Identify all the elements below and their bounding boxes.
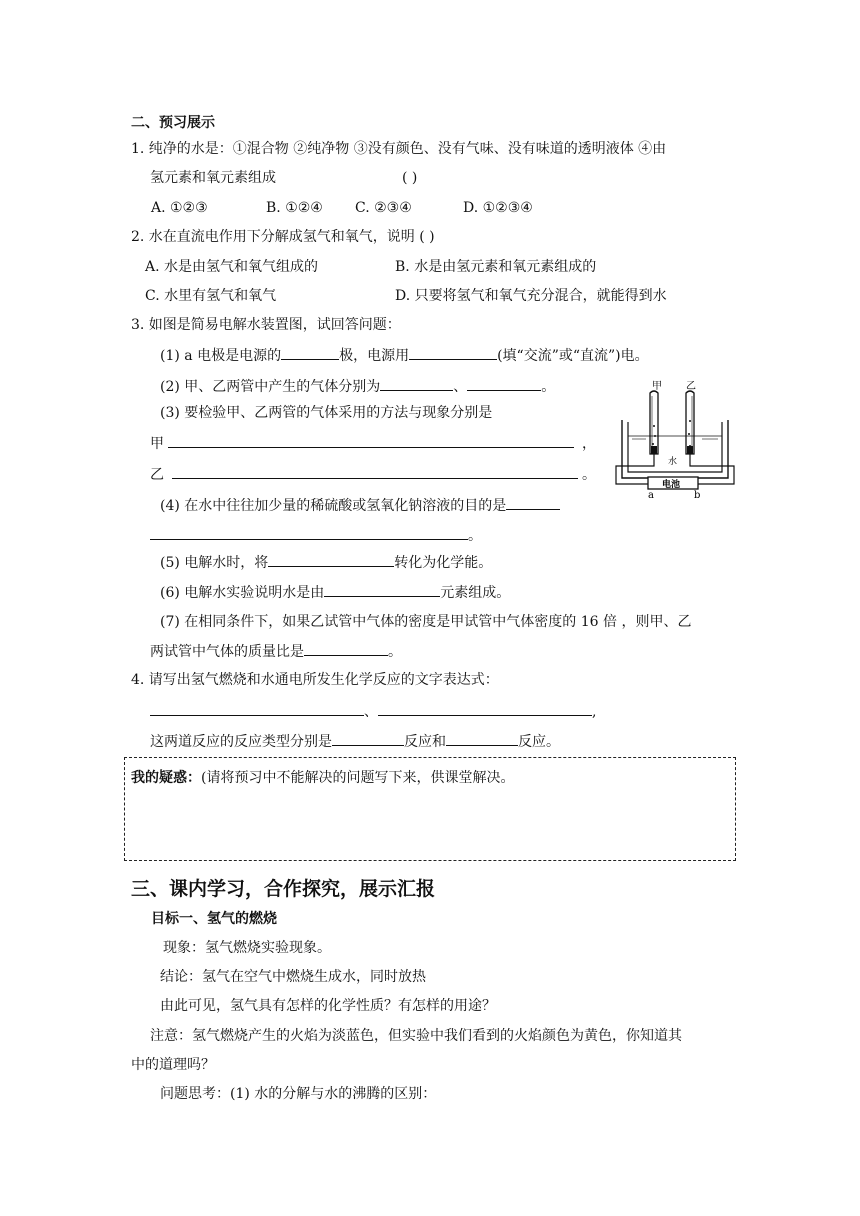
q3-part3: (3) 要检验甲、乙两管的气体采用的方法与现象分别是 <box>160 405 493 421</box>
fig-label-a: a <box>648 490 654 500</box>
phenomenon-text: 现象：氢气燃烧实验现象。 <box>163 940 331 956</box>
q2-option-a: A. 水是由氢气和氧气组成的 <box>145 259 319 275</box>
q3-part3-jia: 甲 ， <box>150 436 596 452</box>
q1-option-b: B. ①②④ <box>266 200 323 216</box>
q1-option-a: A. ①②③ <box>151 200 208 216</box>
q1-option-d: D. ①②③④ <box>463 200 533 216</box>
fig-label-water: 水 <box>668 457 678 467</box>
think-question: 问题思考：(1) 水的分解与水的沸腾的区别： <box>160 1086 437 1102</box>
q4-reaction-types: 这两道反应的反应类型分别是 反应和 反应。 <box>150 734 560 750</box>
note-line1: 注意：氢气燃烧产生的火焰为淡蓝色，但实验中我们看到的火焰颜色为黄色，你知道其 <box>150 1028 682 1044</box>
q2-option-d: D. 只要将氢气和氧气充分混合，就能得到水 <box>395 288 667 304</box>
electrode-yi <box>687 446 693 454</box>
q3-part7-line2: 两试管中气体的质量比是 。 <box>150 644 402 660</box>
electrode-jia <box>651 446 657 454</box>
blank-mass-ratio[interactable] <box>304 642 388 656</box>
fig-label-battery: 电池 <box>662 480 681 490</box>
tube-jia <box>650 391 658 454</box>
blank-eq-combustion[interactable] <box>150 702 364 716</box>
blank-test-jia[interactable] <box>168 434 574 448</box>
blank-type-2[interactable] <box>446 732 518 746</box>
note-line2: 中的道理吗？ <box>131 1057 215 1073</box>
blank-gas-yi[interactable] <box>467 377 541 391</box>
blank-purpose-2[interactable] <box>150 526 468 540</box>
q3-part3-yi: 乙 。 <box>150 467 596 483</box>
q3-stem: 3. 如图是简易电解水装置图，试回答问题： <box>131 317 401 333</box>
blank-elements[interactable] <box>324 583 440 597</box>
q3-part4: (4) 在水中往往加少量的稀硫酸或氢氧化钠溶液的目的是 <box>160 496 560 515</box>
blank-electrode[interactable] <box>281 346 339 360</box>
q4-stem: 4. 请写出氢气燃烧和水通电所发生化学反应的文字表达式： <box>131 672 499 688</box>
fig-label-b: b <box>694 490 701 500</box>
conclusion-text: 结论：氢气在空气中燃烧生成水，同时放热 <box>160 969 426 985</box>
q3-part1: (1) a 电极是电源的 极，电源用 (填“交流”或“直流”)电。 <box>160 348 649 364</box>
tube-yi <box>686 391 694 454</box>
section-title-preview: 二、预习展示 <box>131 115 215 131</box>
question-text: 由此可见，氢气具有怎样的化学性质？有怎样的用途？ <box>160 998 496 1014</box>
q4-equations: 、 , <box>150 702 596 721</box>
q3-part2: (2) 甲、乙两管中产生的气体分别为 、 。 <box>160 379 556 395</box>
q3-part5: (5) 电解水时，将 转化为化学能。 <box>160 555 493 571</box>
q1-stem-line2: 氢元素和氧元素组成 <box>150 170 276 186</box>
doubt-text: 我的疑惑：(请将预习中不能解决的问题写下来，供课堂解决。 <box>131 770 515 786</box>
q2-option-c: C. 水里有氢气和氧气 <box>145 288 277 304</box>
goal-1-heading: 目标一、氢气的燃烧 <box>151 911 277 927</box>
blank-current-type[interactable] <box>409 346 497 360</box>
blank-eq-electrolysis[interactable] <box>378 702 592 716</box>
q1-answer-paren: ( ) <box>402 170 418 186</box>
blank-purpose-1[interactable] <box>506 496 560 510</box>
q2-option-b: B. 水是由氢元素和氧元素组成的 <box>395 259 597 275</box>
section-title-class-learning: 三、课内学习，合作探究，展示汇报 <box>131 878 436 900</box>
beaker <box>622 420 728 478</box>
q2-stem: 2. 水在直流电作用下分解成氢气和氧气，说明 ( ) <box>131 229 435 245</box>
fig-label-jia: 甲 <box>652 381 662 392</box>
q1-stem-line1: 1. 纯净的水是：①混合物 ②纯净物 ③没有颜色、没有气味、没有味道的透明液体 ④由 <box>131 141 667 157</box>
q3-part7-line1: (7) 在相同条件下，如果乙试管中气体的密度是甲试管中气体密度的 16 倍 ，则甲、乙 <box>160 614 692 630</box>
fig-label-yi: 乙 <box>686 381 696 392</box>
electrolysis-apparatus-figure <box>612 376 738 500</box>
q3-part4-cont: 。 <box>150 526 482 545</box>
blank-test-yi[interactable] <box>172 465 578 479</box>
blank-type-1[interactable] <box>332 732 404 746</box>
q3-part6: (6) 电解水实验说明水是由 元素组成。 <box>160 585 511 601</box>
blank-gas-jia[interactable] <box>380 377 453 391</box>
blank-energy[interactable] <box>268 553 394 567</box>
q1-option-c: C. ②③④ <box>355 200 412 216</box>
